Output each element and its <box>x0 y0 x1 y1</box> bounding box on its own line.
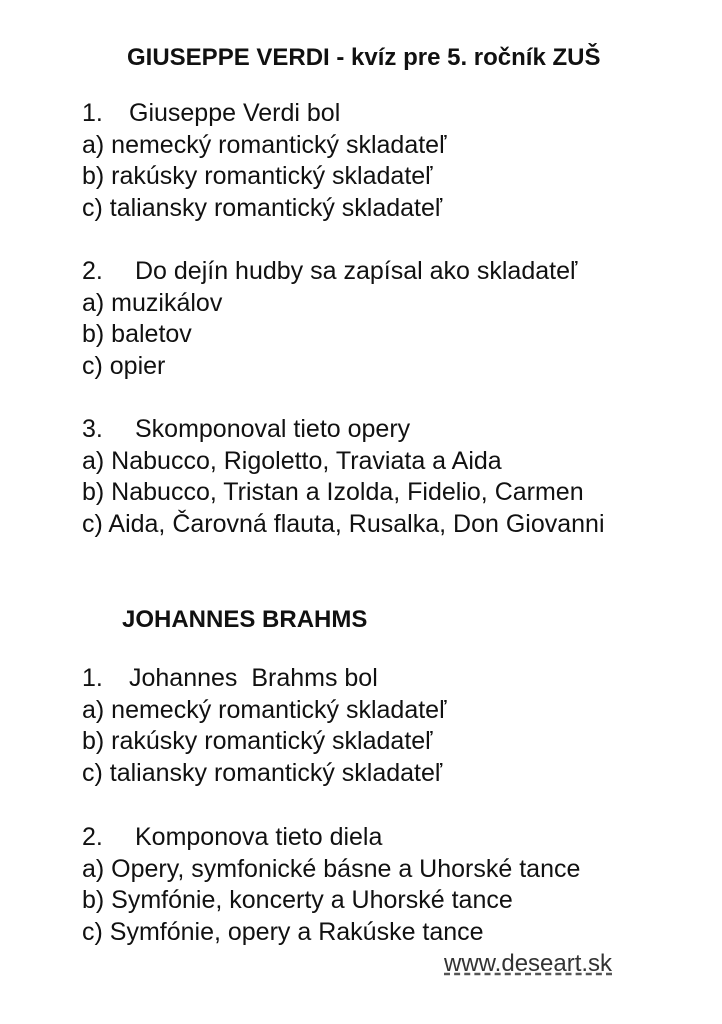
answer-option-b: b) rakúsky romantický skladateľ <box>82 162 433 190</box>
question-line <box>82 414 605 446</box>
verdi-question-1 <box>82 98 446 224</box>
question-text: Do dejín hudby sa zapísal ako skladateľ <box>135 257 578 285</box>
question-text: Komponova tieto diela <box>135 823 383 851</box>
answer-option-a: a) nemecký romantický skladateľ <box>82 695 447 724</box>
answer-option-c: c) Aida, Čarovná flauta, Rusalka, Don Giovanni <box>82 509 605 538</box>
question-number: 2. <box>82 823 103 851</box>
answer-option-c: c) taliansky romantický skladateľ <box>82 193 443 222</box>
answer-option-a: a) nemecký romantický skladateľ <box>82 130 447 159</box>
answer-option-c: c) Symfónie, opery a Rakúske tance <box>82 917 484 946</box>
brahms-quiz-title: JOHANNES BRAHMS <box>122 606 368 633</box>
verdi-quiz-title: GIUSEPPE VERDI - kvíz pre 5. ročník ZUŠ <box>127 44 601 71</box>
website-link[interactable]: www.deseart.sk <box>444 950 613 977</box>
answer-option-c: c) taliansky romantický skladateľ <box>82 758 443 787</box>
question-number: 2. <box>82 257 103 285</box>
answer-option-a: a) Nabucco, Rigoletto, Traviata a Aida <box>82 446 502 475</box>
answer-option-b: b) Nabucco, Tristan a Izolda, Fidelio, Carmen <box>82 478 584 506</box>
answer-option-a: a) Opery, symfonické básne a Uhorské tance <box>82 854 581 883</box>
question-line <box>82 663 446 695</box>
question-text: Giuseppe Verdi bol <box>129 99 341 127</box>
question-number: 1. <box>82 664 103 692</box>
answer-option-a: a) muzikálov <box>82 288 223 317</box>
question-text: Johannes Brahms bol <box>129 664 378 692</box>
answer-option-b: b) rakúsky romantický skladateľ <box>82 727 433 755</box>
question-number: 3. <box>82 415 103 443</box>
verdi-question-3 <box>82 414 605 540</box>
question-text: Skomponoval tieto opery <box>135 415 411 443</box>
question-line <box>82 822 580 854</box>
answer-option-c: c) opier <box>82 351 166 380</box>
answer-option-b: b) Symfónie, koncerty a Uhorské tance <box>82 886 513 914</box>
question-number: 1. <box>82 99 103 127</box>
answer-option-b: b) baletov <box>82 320 192 348</box>
verdi-question-2 <box>82 256 577 382</box>
brahms-question-2 <box>82 822 580 948</box>
question-line <box>82 256 577 288</box>
question-line <box>82 98 446 130</box>
brahms-question-1 <box>82 663 446 789</box>
